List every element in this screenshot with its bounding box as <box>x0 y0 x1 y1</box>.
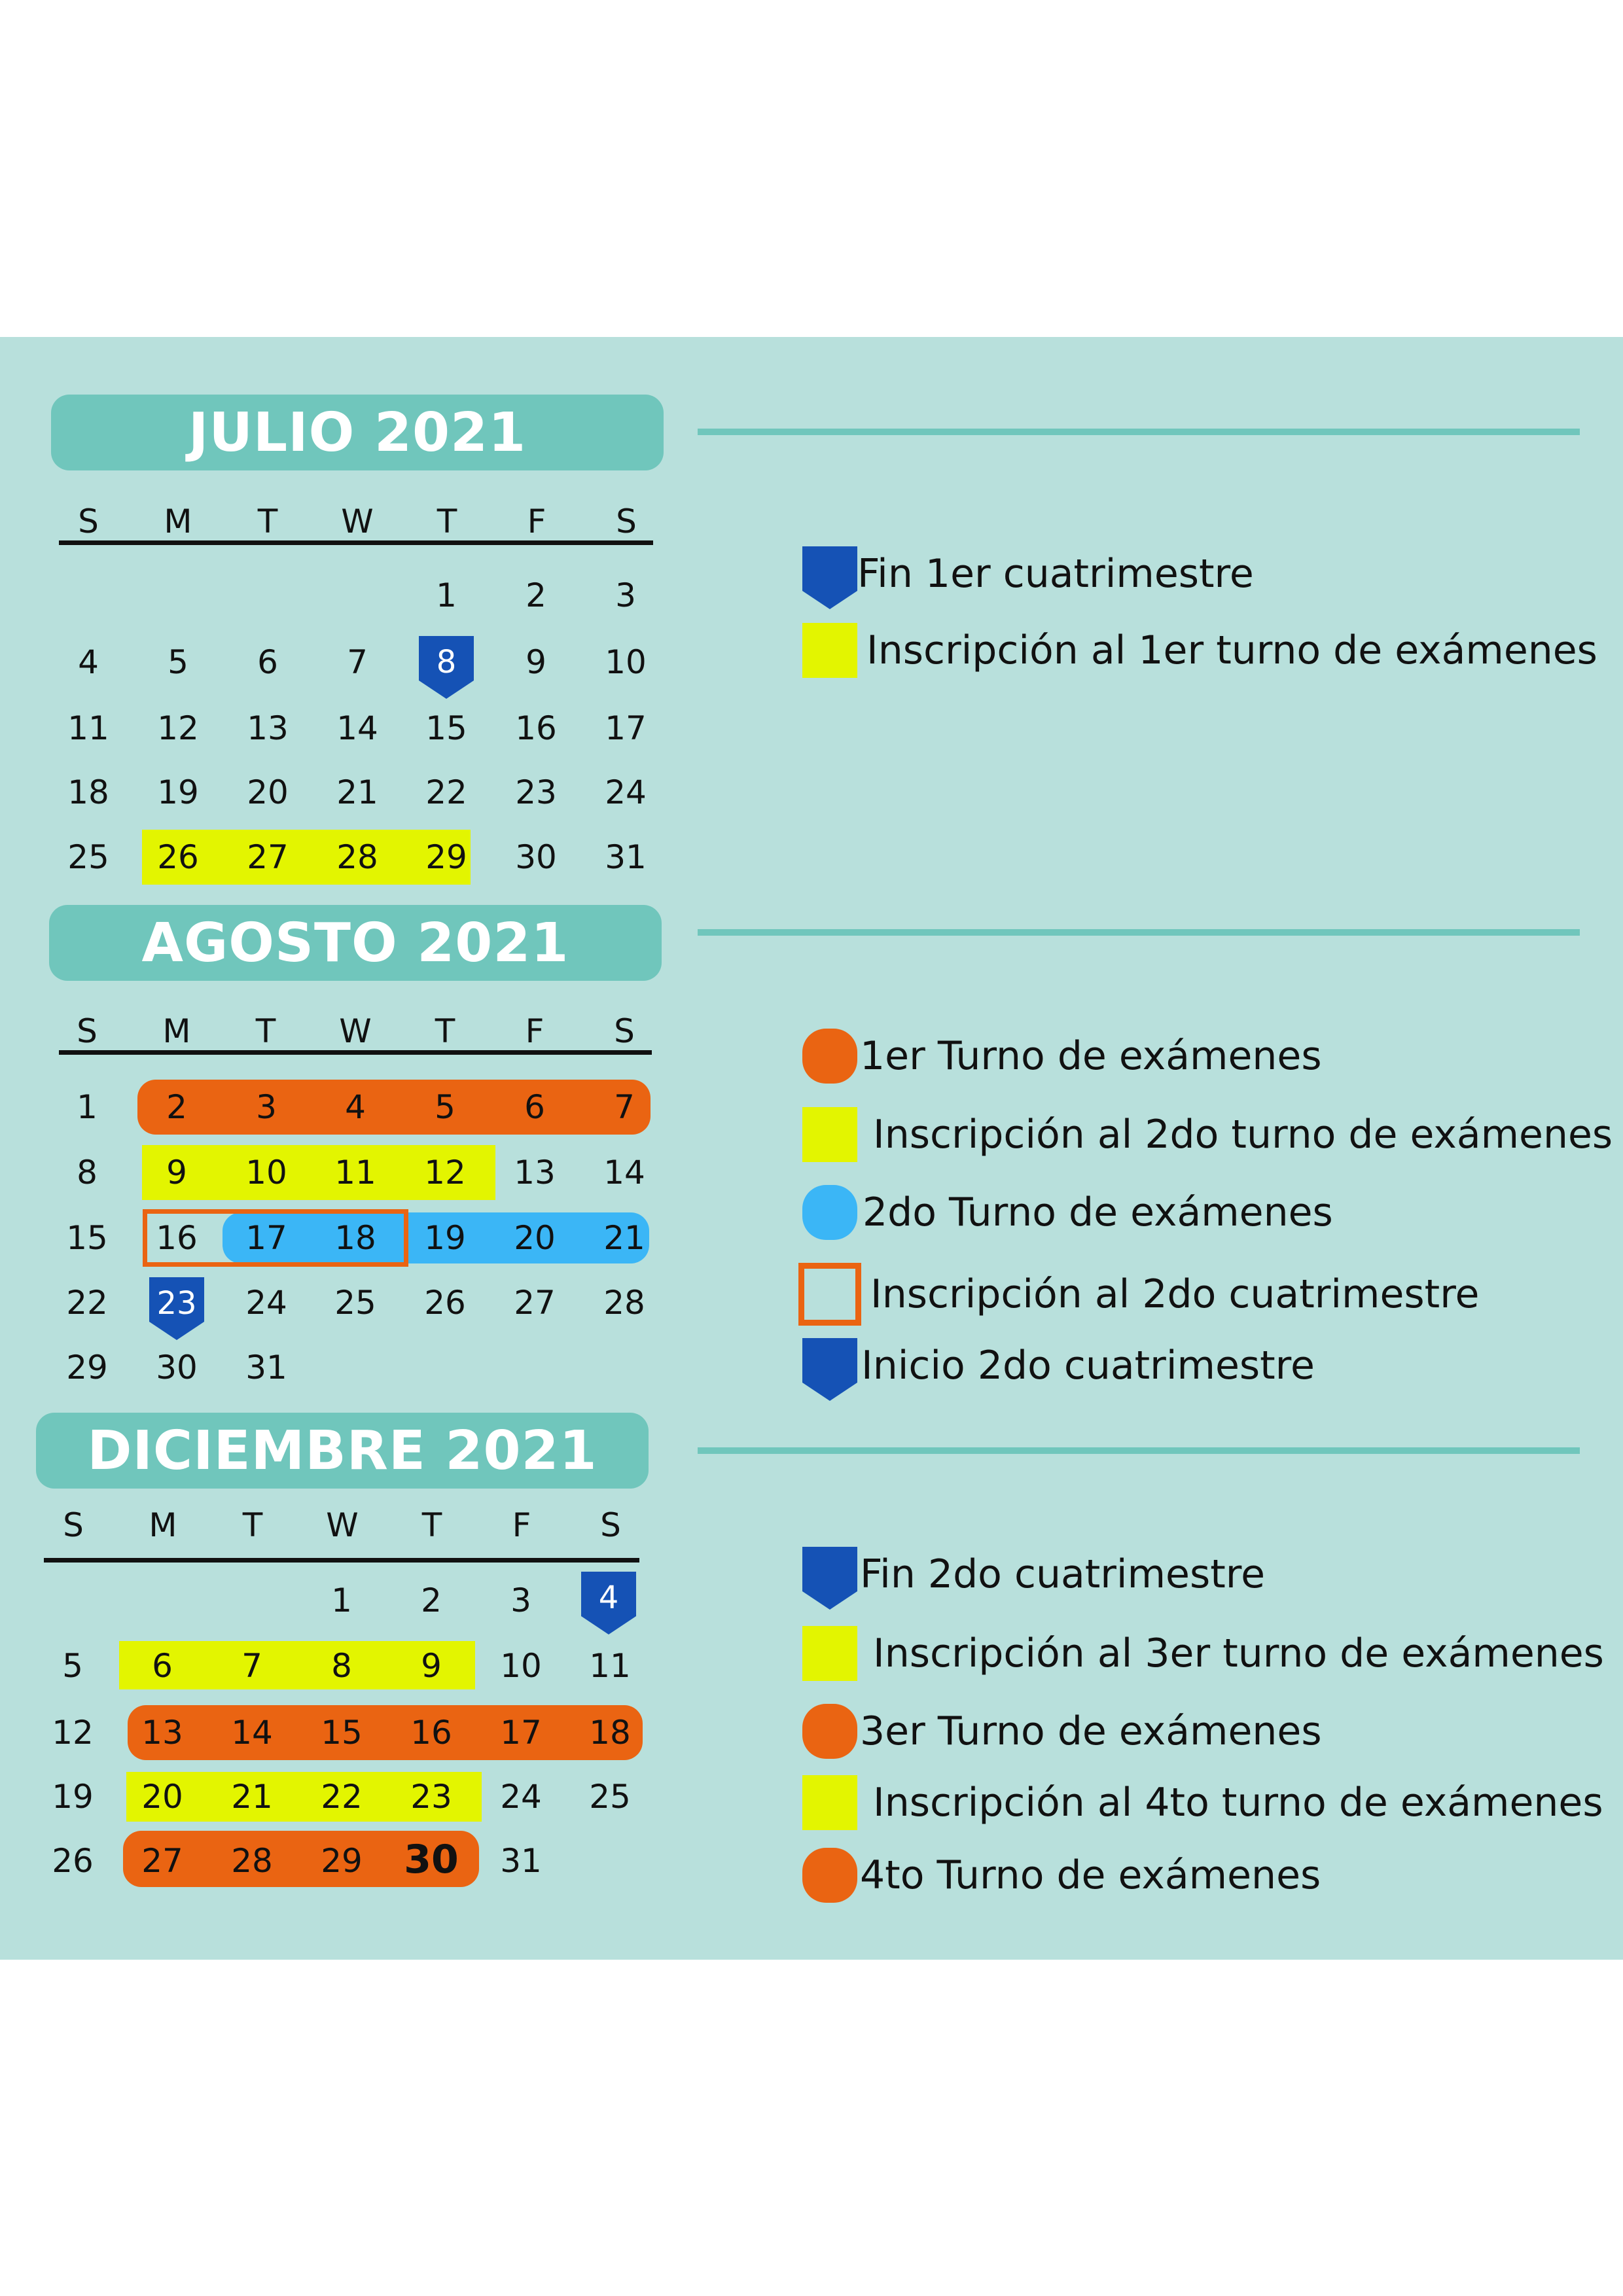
weekday-header: S <box>63 1506 84 1544</box>
day-cell: 29 <box>425 838 467 876</box>
day-cell: 5 <box>62 1647 83 1685</box>
day-cell: 30 <box>404 1837 459 1882</box>
flag-icon <box>802 1547 857 1602</box>
legend-label: Inscripción al 3er turno de exámenes <box>873 1631 1604 1676</box>
day-cell: 12 <box>52 1714 94 1752</box>
day-cell: 24 <box>500 1778 542 1816</box>
day-cell: 6 <box>524 1088 545 1126</box>
day-cell: 26 <box>424 1284 466 1322</box>
weekday-header: T <box>242 1506 263 1544</box>
semester-flag-icon: 8 <box>419 636 474 699</box>
weekday-header: W <box>339 1012 372 1050</box>
exam-period-band <box>137 1080 651 1135</box>
day-cell: 25 <box>334 1284 376 1322</box>
section-divider <box>698 929 1580 936</box>
day-cell: 31 <box>245 1349 287 1386</box>
legend-label: Inscripción al 4to turno de exámenes <box>873 1780 1603 1826</box>
section-divider <box>698 1447 1580 1454</box>
day-cell: 21 <box>603 1219 645 1257</box>
weekday-header: W <box>326 1506 359 1544</box>
day-cell: 21 <box>336 773 378 811</box>
semester-flag-icon: 4 <box>581 1572 636 1634</box>
legend-item <box>802 1704 1322 1759</box>
month-title-agosto: AGOSTO 2021 <box>49 905 662 981</box>
day-cell: 30 <box>515 838 557 876</box>
day-cell: 2 <box>166 1088 187 1126</box>
day-cell: 20 <box>141 1778 183 1816</box>
day-cell: 3 <box>615 576 636 614</box>
legend-label: 3er Turno de exámenes <box>860 1708 1322 1754</box>
day-cell: 14 <box>231 1714 273 1752</box>
legend-label: Inscripción al 2do turno de exámenes <box>873 1112 1613 1157</box>
day-cell: 31 <box>500 1842 542 1880</box>
legend-label: Fin 1er cuatrimestre <box>857 551 1254 597</box>
day-cell: 28 <box>603 1284 645 1322</box>
weekday-header: S <box>77 1012 98 1050</box>
weekday-header: T <box>435 1012 455 1050</box>
day-cell: 22 <box>66 1284 108 1322</box>
day-cell: 7 <box>614 1088 635 1126</box>
legend-item <box>798 1263 1479 1326</box>
legend-item <box>802 1626 1604 1681</box>
day-cell: 4 <box>78 643 99 681</box>
legend-item <box>802 546 1254 601</box>
day-cell: 12 <box>157 709 199 747</box>
day-cell: 24 <box>605 773 647 811</box>
day-cell: 1 <box>77 1088 98 1126</box>
day-cell: 29 <box>321 1842 363 1880</box>
day-cell: 4 <box>345 1088 366 1126</box>
day-cell: 18 <box>334 1219 376 1257</box>
day-cell: 17 <box>500 1714 542 1752</box>
day-cell: 27 <box>141 1842 183 1880</box>
day-cell: 1 <box>436 576 457 614</box>
day-cell: 27 <box>247 838 289 876</box>
day-cell: 22 <box>321 1778 363 1816</box>
weekday-header: W <box>341 503 374 540</box>
day-cell: 30 <box>156 1349 198 1386</box>
day-cell: 31 <box>605 838 647 876</box>
day-cell: 10 <box>500 1647 542 1685</box>
weekday-header: F <box>527 503 546 540</box>
day-cell: 9 <box>526 643 546 681</box>
legend-item <box>802 1848 1321 1903</box>
day-cell: 13 <box>514 1154 556 1192</box>
day-cell: 5 <box>168 643 188 681</box>
day-cell: 28 <box>231 1842 273 1880</box>
day-cell: 3 <box>256 1088 277 1126</box>
day-cell: 9 <box>166 1154 187 1192</box>
legend-label: 1er Turno de exámenes <box>860 1033 1322 1079</box>
weekday-header: F <box>512 1506 531 1544</box>
day-cell: 15 <box>66 1219 108 1257</box>
orange-circle-icon <box>802 1029 857 1084</box>
header-rule <box>59 1050 652 1055</box>
day-cell: 26 <box>157 838 199 876</box>
day-cell: 25 <box>589 1778 631 1816</box>
day-cell: 28 <box>336 838 378 876</box>
day-cell: 27 <box>514 1284 556 1322</box>
legend-label: 2do Turno de exámenes <box>863 1190 1333 1235</box>
weekday-header: T <box>437 503 457 540</box>
blue-circle-icon <box>802 1185 857 1240</box>
weekday-header: S <box>614 1012 635 1050</box>
day-cell: 15 <box>321 1714 363 1752</box>
day-cell: 12 <box>424 1154 466 1192</box>
day-cell: 26 <box>52 1842 94 1880</box>
weekday-header: T <box>255 1012 276 1050</box>
day-cell: 9 <box>421 1647 442 1685</box>
weekday-header: M <box>149 1506 177 1544</box>
day-cell: 16 <box>515 709 557 747</box>
day-cell: 8 <box>331 1647 352 1685</box>
day-cell: 17 <box>605 709 647 747</box>
day-cell: 11 <box>67 709 109 747</box>
day-cell: 24 <box>245 1284 287 1322</box>
day-cell: 18 <box>589 1714 631 1752</box>
day-cell: 10 <box>605 643 647 681</box>
day-cell: 2 <box>526 576 546 614</box>
orange-circle-icon <box>802 1848 857 1903</box>
weekday-header: S <box>600 1506 621 1544</box>
weekday-header: T <box>257 503 278 540</box>
day-cell: 8 <box>77 1154 98 1192</box>
weekday-header: M <box>164 503 192 540</box>
day-cell: 2 <box>421 1581 442 1619</box>
day-cell: 19 <box>424 1219 466 1257</box>
legend-label: Inscripción al 1er turno de exámenes <box>866 627 1597 673</box>
header-rule <box>44 1558 639 1563</box>
weekday-header: S <box>78 503 99 540</box>
weekday-header: F <box>525 1012 544 1050</box>
day-cell: 6 <box>257 643 278 681</box>
day-cell: 7 <box>347 643 368 681</box>
day-cell: 14 <box>603 1154 645 1192</box>
weekday-header: M <box>162 1012 191 1050</box>
day-cell: 22 <box>425 773 467 811</box>
semester-flag-icon: 23 <box>149 1277 204 1340</box>
day-cell: 11 <box>334 1154 376 1192</box>
day-cell: 1 <box>331 1581 352 1619</box>
day-cell: 21 <box>231 1778 273 1816</box>
flag-icon <box>802 1338 857 1393</box>
weekday-header: S <box>616 503 637 540</box>
day-cell: 25 <box>67 838 109 876</box>
day-cell: 7 <box>241 1647 262 1685</box>
legend-label: 4to Turno de exámenes <box>860 1852 1321 1898</box>
yellow-square-icon <box>802 1626 857 1681</box>
day-cell: 13 <box>141 1714 183 1752</box>
day-cell: 15 <box>425 709 467 747</box>
day-cell: 23 <box>410 1778 452 1816</box>
day-cell: 16 <box>156 1219 198 1257</box>
day-cell: 18 <box>67 773 109 811</box>
yellow-square-icon <box>802 1775 857 1830</box>
legend-item <box>802 1185 1333 1240</box>
day-cell: 13 <box>247 709 289 747</box>
day-cell: 17 <box>245 1219 287 1257</box>
month-title-julio: JULIO 2021 <box>51 395 664 470</box>
legend-label: Inicio 2do cuatrimestre <box>861 1343 1315 1388</box>
flag-icon <box>802 546 857 601</box>
exam-period-band <box>128 1705 643 1760</box>
day-cell: 29 <box>66 1349 108 1386</box>
day-cell: 10 <box>245 1154 287 1192</box>
month-title-diciembre: DICIEMBRE 2021 <box>36 1413 649 1489</box>
day-cell: 6 <box>152 1647 173 1685</box>
legend-item <box>802 1775 1603 1830</box>
legend-item <box>802 1338 1315 1393</box>
yellow-square-icon <box>802 1107 857 1162</box>
day-cell: 16 <box>410 1714 452 1752</box>
day-cell: 5 <box>435 1088 455 1126</box>
day-cell: 20 <box>514 1219 556 1257</box>
yellow-square-icon <box>802 623 857 678</box>
orange-circle-icon <box>802 1704 857 1759</box>
day-cell: 19 <box>157 773 199 811</box>
day-cell: 11 <box>589 1647 631 1685</box>
day-cell: 23 <box>515 773 557 811</box>
legend-item <box>802 623 1597 678</box>
legend-item <box>802 1107 1613 1162</box>
legend-label: Fin 2do cuatrimestre <box>860 1551 1266 1597</box>
orange-outline-square-icon <box>798 1263 861 1326</box>
legend-label: Inscripción al 2do cuatrimestre <box>870 1271 1480 1317</box>
legend-item <box>802 1547 1265 1602</box>
day-cell: 19 <box>52 1778 94 1816</box>
header-rule <box>59 540 653 545</box>
weekday-header: T <box>421 1506 442 1544</box>
day-cell: 20 <box>247 773 289 811</box>
day-cell: 3 <box>510 1581 531 1619</box>
legend-item <box>802 1029 1322 1084</box>
day-cell: 14 <box>336 709 378 747</box>
section-divider <box>698 429 1580 435</box>
